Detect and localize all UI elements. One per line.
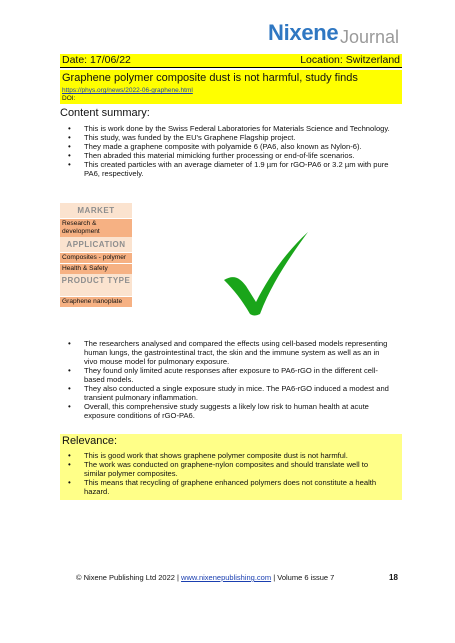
article-date: Date: 17/06/22 (62, 54, 131, 66)
findings-bullet: • They also conducted a single exposure study in mice. The PA6-rGO induced a modest and transient pulmonary inflammation. (60, 384, 390, 402)
summary-bullet: • This is work done by the Swiss Federal Laboratories for Materials Science and Technology. (60, 124, 390, 133)
relevance-list (60, 451, 390, 496)
application-value-1: Health & Safety (60, 263, 132, 274)
journal-logo (268, 18, 408, 58)
application-value-0: Composites - polymer (60, 252, 132, 263)
article-doi: DOI: (62, 95, 76, 102)
summary-bullet: • This study, was funded by the EU's Graphene Flagship project. (60, 133, 390, 142)
logo-part-journal: Journal (340, 27, 400, 47)
summary-bullet: • Then abraded this material mimicking further processing or end-of-life scenarios. (60, 151, 390, 160)
article-title: Graphene polymer composite dust is not harmful, study finds (62, 72, 358, 84)
footer-copyright: © Nixene Publishing Ltd 2022 | (76, 573, 182, 582)
findings-bullet: • The researchers analysed and compared the effects using cell-based models representing human lungs, the gastrointestinal tract, the skin and the immune system as well as an in vivo mouse model for pulmonary exposure. (60, 339, 390, 366)
footer-text (76, 573, 334, 582)
market-value: Research & development (60, 218, 132, 237)
findings-bullet: • Overall, this comprehensive study suggests a likely low risk to human health at acute exposure conditions of rGO-PA6. (60, 402, 390, 420)
footer-website-link[interactable]: www.nixenepublishing.com (181, 573, 272, 582)
page-number: 18 (389, 573, 398, 582)
article-location: Location: Switzerland (300, 54, 400, 66)
findings-bullet: • They found only limited acute responses after exposure to PA6-rGO in the different cell-based models. (60, 366, 390, 384)
relevance-bullet: • The work was conducted on graphene-nylon composites and should translate well to similar polymer composites. (60, 460, 390, 478)
article-title-box (60, 70, 402, 104)
article-url-link[interactable]: https://phys.org/news/2022-06-graphene.html (62, 87, 193, 94)
summary-bullet: • This created particles with an average diameter of 1.9 µm for rGO-PA6 or 3.2 µm with pure PA6, respectively. (60, 160, 390, 178)
logo-part-nixene: Nixene (268, 20, 339, 45)
relevance-bullet: • This is good work that shows graphene polymer composite dust is not harmful. (60, 451, 390, 460)
summary-bullet: • They made a graphene composite with polyamide 6 (PA6, also known as Nylon-6). (60, 142, 390, 151)
findings-list (60, 339, 390, 420)
date-location-bar (60, 54, 402, 68)
relevance-heading: Relevance: (62, 435, 118, 447)
market-label: MARKET (60, 203, 132, 218)
footer-volume: | Volume 6 issue 7 (271, 573, 335, 582)
classification-sidebar (60, 203, 132, 307)
application-label: APPLICATION (60, 237, 132, 252)
check-icon (220, 228, 312, 318)
product-type-value: Graphene nanoplate (60, 296, 132, 307)
summary-heading: Content summary: (60, 107, 150, 119)
relevance-box (60, 434, 402, 500)
summary-list (60, 124, 390, 178)
relevance-bullet: • This means that recycling of graphene enhanced polymers does not constitute a health hazard. (60, 478, 390, 496)
product-type-label: PRODUCT TYPE (60, 274, 132, 296)
